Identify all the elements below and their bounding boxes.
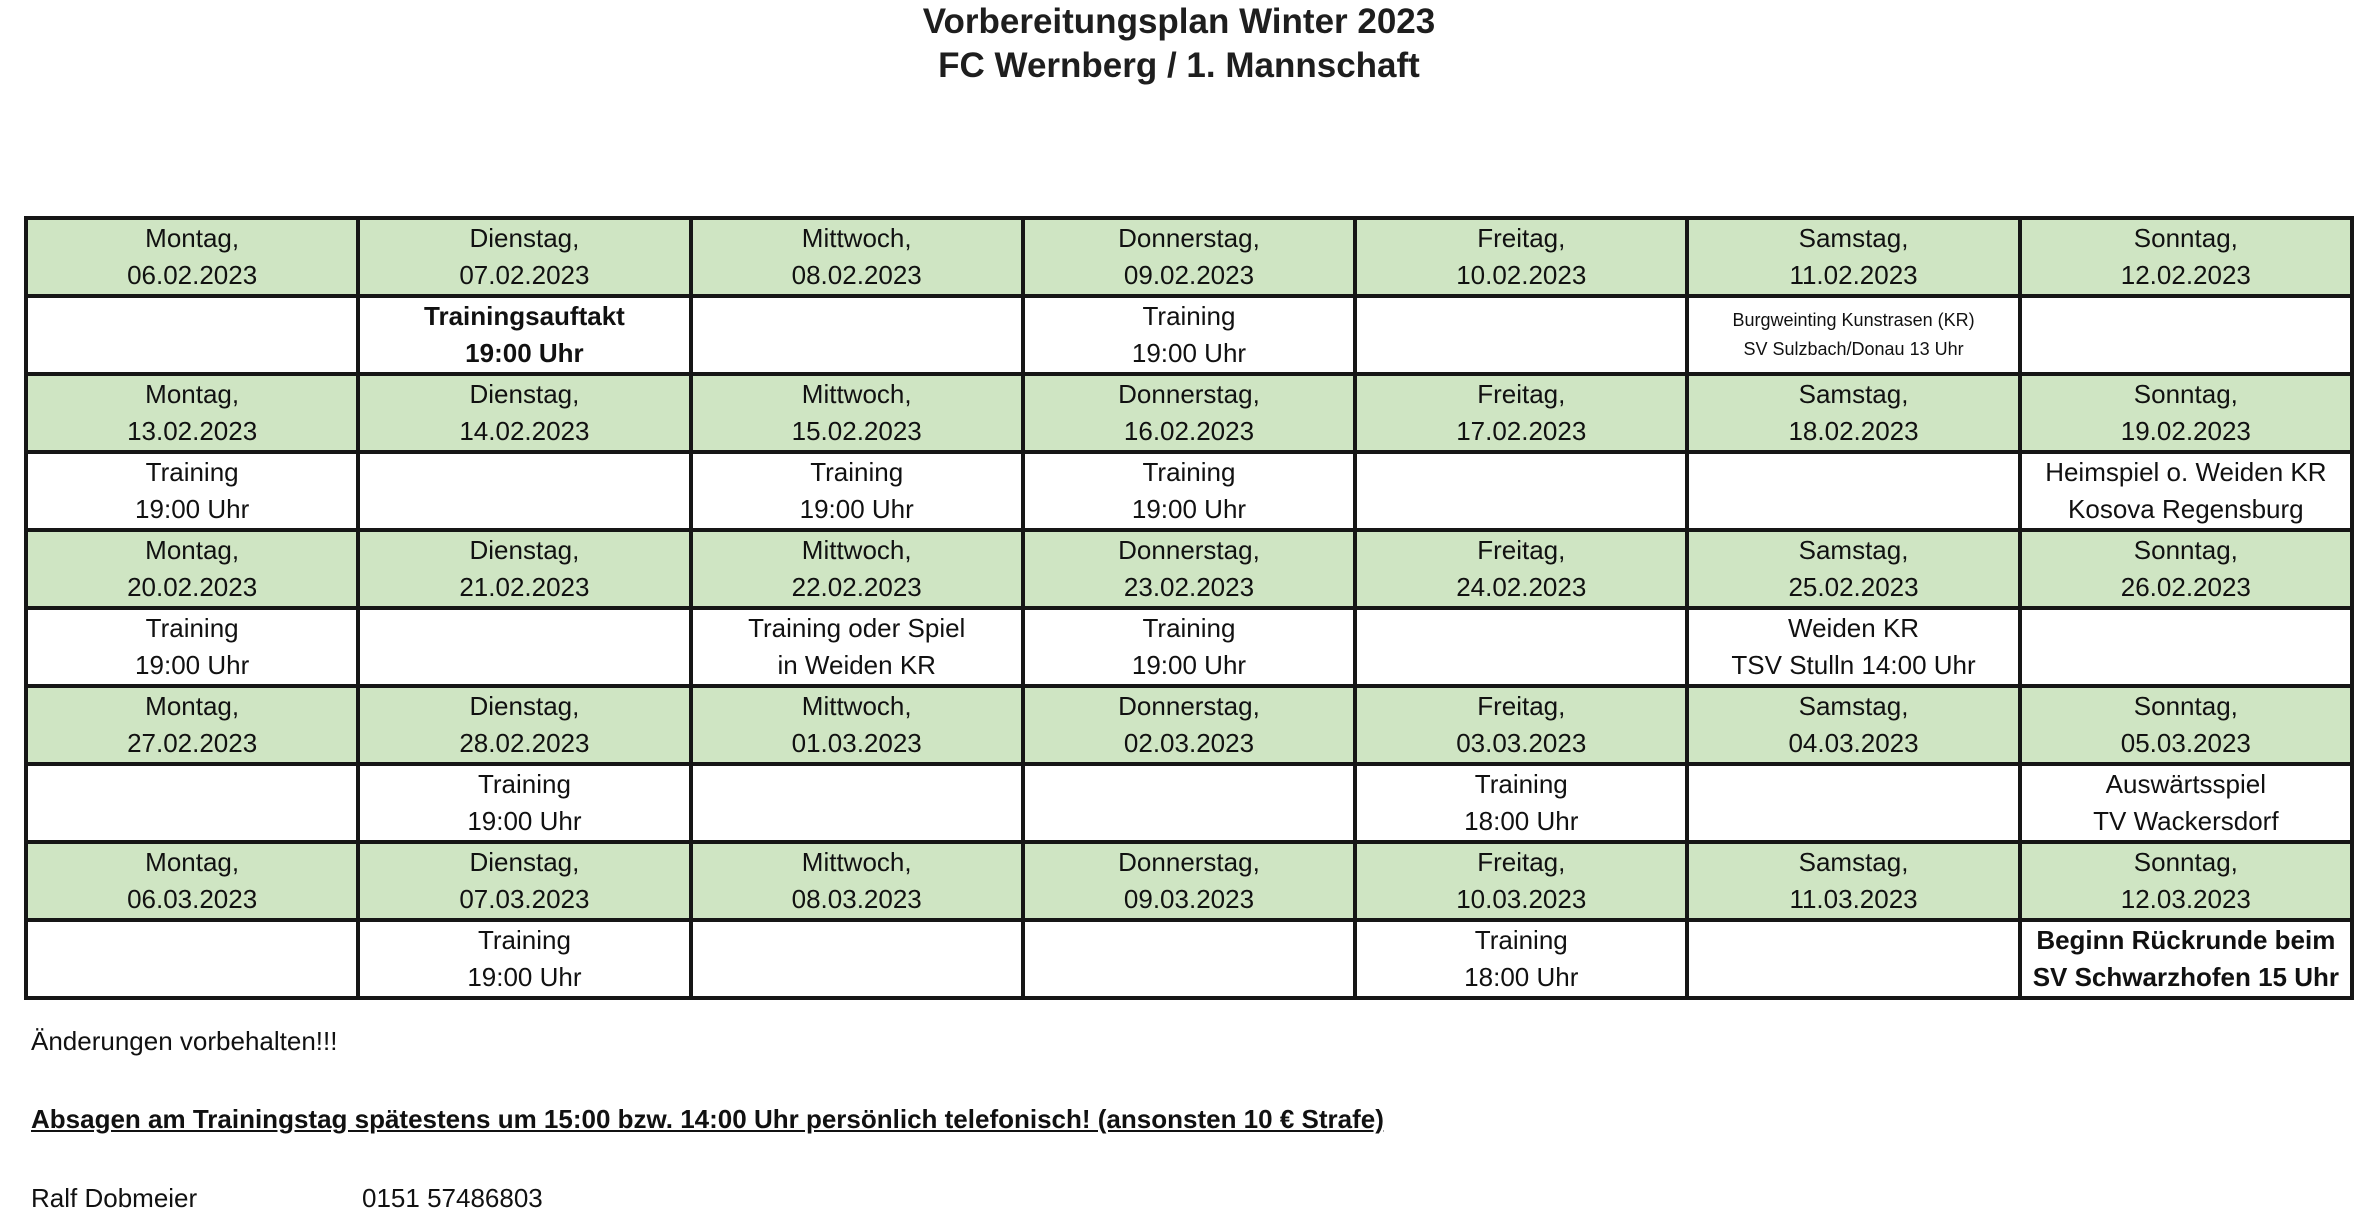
- event-cell: [1023, 452, 1355, 530]
- weekday-label: Sonntag,: [2133, 223, 2238, 253]
- week-day-row: [26, 842, 2352, 920]
- event-cell: [1023, 296, 1355, 374]
- event-cell: [691, 452, 1023, 530]
- day-header-cell: [691, 686, 1023, 764]
- weekday-label: Freitag,: [1477, 691, 1566, 721]
- day-header-cell: [1687, 842, 2019, 920]
- date-label: 18.02.2023: [1788, 416, 1919, 446]
- empty-event-cell: [1687, 764, 2019, 842]
- weekday-label: Mittwoch,: [801, 847, 912, 877]
- contact-name: Ralf Dobmeier: [31, 1183, 198, 1213]
- date-label: 17.02.2023: [1456, 416, 1587, 446]
- contact-phone: 0151 57486803: [362, 1183, 543, 1213]
- event-cell: [1687, 296, 2019, 374]
- event-text: Training: [145, 457, 239, 487]
- empty-event-cell: [1023, 764, 1355, 842]
- week-day-row: [26, 218, 2352, 296]
- event-text: Training: [1142, 613, 1236, 643]
- date-label: 23.02.2023: [1123, 572, 1255, 602]
- date-label: 20.02.2023: [127, 572, 258, 602]
- empty-event-cell: [1023, 920, 1355, 998]
- weekday-label: Montag,: [145, 379, 240, 409]
- day-header-cell: [1023, 374, 1355, 452]
- event-text: SV Schwarzhofen 15 Uhr: [2032, 962, 2339, 992]
- day-header-cell: [26, 218, 358, 296]
- date-label: 05.03.2023: [2120, 728, 2251, 758]
- day-header-cell: [2020, 686, 2352, 764]
- weekday-label: Dienstag,: [469, 847, 580, 877]
- weekday-label: Montag,: [145, 223, 240, 253]
- event-text: 18:00 Uhr: [1464, 806, 1579, 836]
- week-day-row: [26, 374, 2352, 452]
- empty-event-cell: [358, 608, 690, 686]
- page-subtitle: FC Wernberg / 1. Mannschaft: [938, 46, 1420, 85]
- weekday-label: Samstag,: [1798, 223, 1909, 253]
- day-header-cell: [1687, 530, 2019, 608]
- weekday-label: Sonntag,: [2133, 535, 2238, 565]
- date-label: 01.03.2023: [791, 728, 922, 758]
- event-text: Training: [477, 925, 571, 955]
- empty-event-cell: [1687, 452, 2019, 530]
- event-cell: [26, 452, 358, 530]
- weekday-label: Mittwoch,: [801, 535, 912, 565]
- event-text: Training oder Spiel: [748, 613, 966, 643]
- event-cell: [26, 608, 358, 686]
- empty-event-cell: [691, 296, 1023, 374]
- day-header-cell: [1023, 686, 1355, 764]
- date-label: 15.02.2023: [791, 416, 922, 446]
- day-header-cell: [26, 530, 358, 608]
- weekday-label: Sonntag,: [2133, 691, 2238, 721]
- day-header-cell: [358, 218, 690, 296]
- day-header-cell: [26, 686, 358, 764]
- day-header-cell: [1687, 374, 2019, 452]
- event-text: Training: [1142, 457, 1236, 487]
- day-header-cell: [691, 530, 1023, 608]
- weekday-label: Samstag,: [1798, 535, 1909, 565]
- event-text: 19:00 Uhr: [135, 650, 250, 680]
- day-header-cell: [1355, 686, 1687, 764]
- day-header-cell: [1355, 842, 1687, 920]
- date-label: 06.02.2023: [127, 260, 258, 290]
- week-day-row: [26, 530, 2352, 608]
- event-text: TV Wackersdorf: [2093, 806, 2279, 836]
- day-header-cell: [1355, 218, 1687, 296]
- event-cell: [358, 764, 690, 842]
- event-text: Weiden KR: [1788, 613, 1920, 643]
- weekday-label: Samstag,: [1798, 379, 1909, 409]
- weekday-label: Sonntag,: [2133, 847, 2238, 877]
- day-header-cell: [2020, 374, 2352, 452]
- day-header-cell: [691, 218, 1023, 296]
- empty-event-cell: [691, 920, 1023, 998]
- event-text: 19:00 Uhr: [799, 494, 914, 524]
- date-label: 27.02.2023: [127, 728, 258, 758]
- day-header-cell: [358, 842, 690, 920]
- event-cell: [358, 920, 690, 998]
- event-cell: [1355, 920, 1687, 998]
- date-label: 08.03.2023: [791, 884, 922, 914]
- day-header-cell: [1023, 218, 1355, 296]
- date-label: 04.03.2023: [1788, 728, 1919, 758]
- weekday-label: Donnerstag,: [1118, 223, 1260, 253]
- date-label: 26.02.2023: [2120, 572, 2251, 602]
- page-title: Vorbereitungsplan Winter 2023: [922, 2, 1436, 41]
- event-cell: [2020, 452, 2352, 530]
- weekday-label: Donnerstag,: [1118, 379, 1260, 409]
- week-event-row: [26, 608, 2352, 686]
- weekday-label: Samstag,: [1798, 847, 1909, 877]
- weekday-label: Samstag,: [1798, 691, 1909, 721]
- event-text: Training: [1142, 301, 1236, 331]
- week-event-row: [26, 296, 2352, 374]
- date-label: 24.02.2023: [1456, 572, 1587, 602]
- event-text: 19:00 Uhr: [467, 962, 582, 992]
- event-text: Kosova Regensburg: [2068, 494, 2304, 524]
- weekday-label: Dienstag,: [469, 379, 580, 409]
- event-text: TSV Stulln 14:00 Uhr: [1731, 650, 1976, 680]
- date-label: 03.03.2023: [1456, 728, 1587, 758]
- weekday-label: Freitag,: [1477, 223, 1566, 253]
- event-cell: [1023, 608, 1355, 686]
- week-event-row: [26, 920, 2352, 998]
- event-text: 19:00 Uhr: [1131, 338, 1247, 368]
- empty-event-cell: [26, 764, 358, 842]
- weekday-label: Donnerstag,: [1118, 691, 1260, 721]
- empty-event-cell: [1355, 608, 1687, 686]
- day-header-cell: [26, 374, 358, 452]
- date-label: 07.02.2023: [459, 260, 590, 290]
- empty-event-cell: [26, 296, 358, 374]
- date-label: 10.02.2023: [1456, 260, 1587, 290]
- date-label: 12.03.2023: [2120, 884, 2251, 914]
- event-cell: [2020, 920, 2352, 998]
- weekday-label: Sonntag,: [2133, 379, 2238, 409]
- date-label: 10.03.2023: [1456, 884, 1587, 914]
- event-text: Training: [145, 613, 239, 643]
- event-cell: [1687, 608, 2019, 686]
- date-label: 16.02.2023: [1123, 416, 1255, 446]
- event-text: 18:00 Uhr: [1464, 962, 1579, 992]
- empty-event-cell: [1355, 296, 1687, 374]
- day-header-cell: [691, 842, 1023, 920]
- date-label: 06.03.2023: [127, 884, 258, 914]
- weekday-label: Mittwoch,: [801, 223, 912, 253]
- event-text: Burgweinting Kunstrasen (KR): [1732, 310, 1975, 330]
- week-day-row: [26, 686, 2352, 764]
- week-event-row: [26, 764, 2352, 842]
- day-header-cell: [691, 374, 1023, 452]
- date-label: 13.02.2023: [127, 416, 258, 446]
- event-text: Auswärtsspiel: [2105, 769, 2267, 799]
- date-label: 11.03.2023: [1789, 884, 1918, 914]
- event-text: Training: [810, 457, 904, 487]
- weekday-label: Freitag,: [1477, 847, 1566, 877]
- date-label: 11.02.2023: [1789, 260, 1918, 290]
- event-text: Beginn Rückrunde beim: [2036, 925, 2336, 955]
- empty-event-cell: [26, 920, 358, 998]
- date-label: 28.02.2023: [459, 728, 590, 758]
- week-event-row: [26, 452, 2352, 530]
- event-text: Heimspiel o. Weiden KR: [2045, 457, 2327, 487]
- cancellation-policy-note: Absagen am Trainingstag spätestens um 15:00 bzw. 14:00 Uhr persönlich telefonisch! (ansonsten 10 € Strafe): [31, 1104, 1384, 1134]
- weekday-label: Mittwoch,: [801, 691, 912, 721]
- day-header-cell: [1355, 374, 1687, 452]
- weekday-label: Donnerstag,: [1118, 847, 1260, 877]
- day-header-cell: [1687, 218, 2019, 296]
- empty-event-cell: [2020, 608, 2352, 686]
- date-label: 08.02.2023: [791, 260, 922, 290]
- day-header-cell: [358, 530, 690, 608]
- event-text: Training: [1474, 925, 1568, 955]
- event-text: 19:00 Uhr: [465, 338, 584, 368]
- event-text: 19:00 Uhr: [1131, 650, 1247, 680]
- event-cell: [691, 608, 1023, 686]
- event-cell: [358, 296, 690, 374]
- day-header-cell: [358, 374, 690, 452]
- weekday-label: Mittwoch,: [801, 379, 912, 409]
- date-label: 09.02.2023: [1123, 260, 1255, 290]
- event-text: in Weiden KR: [777, 650, 936, 680]
- empty-event-cell: [1355, 452, 1687, 530]
- event-cell: [1355, 764, 1687, 842]
- day-header-cell: [1023, 530, 1355, 608]
- event-text: SV Sulzbach/Donau 13 Uhr: [1743, 339, 1964, 359]
- weekday-label: Dienstag,: [469, 691, 580, 721]
- weekday-label: Dienstag,: [469, 223, 580, 253]
- event-cell: [2020, 764, 2352, 842]
- weekday-label: Freitag,: [1477, 535, 1566, 565]
- event-text: Training: [477, 769, 571, 799]
- empty-event-cell: [358, 452, 690, 530]
- event-text: 19:00 Uhr: [135, 494, 250, 524]
- empty-event-cell: [691, 764, 1023, 842]
- date-label: 02.03.2023: [1123, 728, 1255, 758]
- date-label: 21.02.2023: [459, 572, 590, 602]
- weekday-label: Montag,: [145, 691, 240, 721]
- schedule-table: [24, 216, 2354, 1000]
- changes-reserved-note: Änderungen vorbehalten!!!: [31, 1026, 338, 1056]
- weekday-label: Donnerstag,: [1118, 535, 1260, 565]
- day-header-cell: [1687, 686, 2019, 764]
- weekday-label: Freitag,: [1477, 379, 1566, 409]
- date-label: 07.03.2023: [459, 884, 590, 914]
- weekday-label: Dienstag,: [469, 535, 580, 565]
- day-header-cell: [2020, 530, 2352, 608]
- date-label: 25.02.2023: [1788, 572, 1919, 602]
- day-header-cell: [26, 842, 358, 920]
- event-text: 19:00 Uhr: [1131, 494, 1247, 524]
- date-label: 19.02.2023: [2120, 416, 2251, 446]
- empty-event-cell: [1687, 920, 2019, 998]
- empty-event-cell: [2020, 296, 2352, 374]
- date-label: 22.02.2023: [791, 572, 922, 602]
- day-header-cell: [358, 686, 690, 764]
- date-label: 09.03.2023: [1123, 884, 1255, 914]
- day-header-cell: [1023, 842, 1355, 920]
- event-text: 19:00 Uhr: [467, 806, 582, 836]
- day-header-cell: [1355, 530, 1687, 608]
- weekday-label: Montag,: [145, 847, 240, 877]
- day-header-cell: [2020, 842, 2352, 920]
- weekday-label: Montag,: [145, 535, 240, 565]
- day-header-cell: [2020, 218, 2352, 296]
- date-label: 12.02.2023: [2120, 260, 2251, 290]
- date-label: 14.02.2023: [459, 416, 590, 446]
- event-text: Training: [1474, 769, 1568, 799]
- event-text: Trainingsauftakt: [424, 301, 625, 331]
